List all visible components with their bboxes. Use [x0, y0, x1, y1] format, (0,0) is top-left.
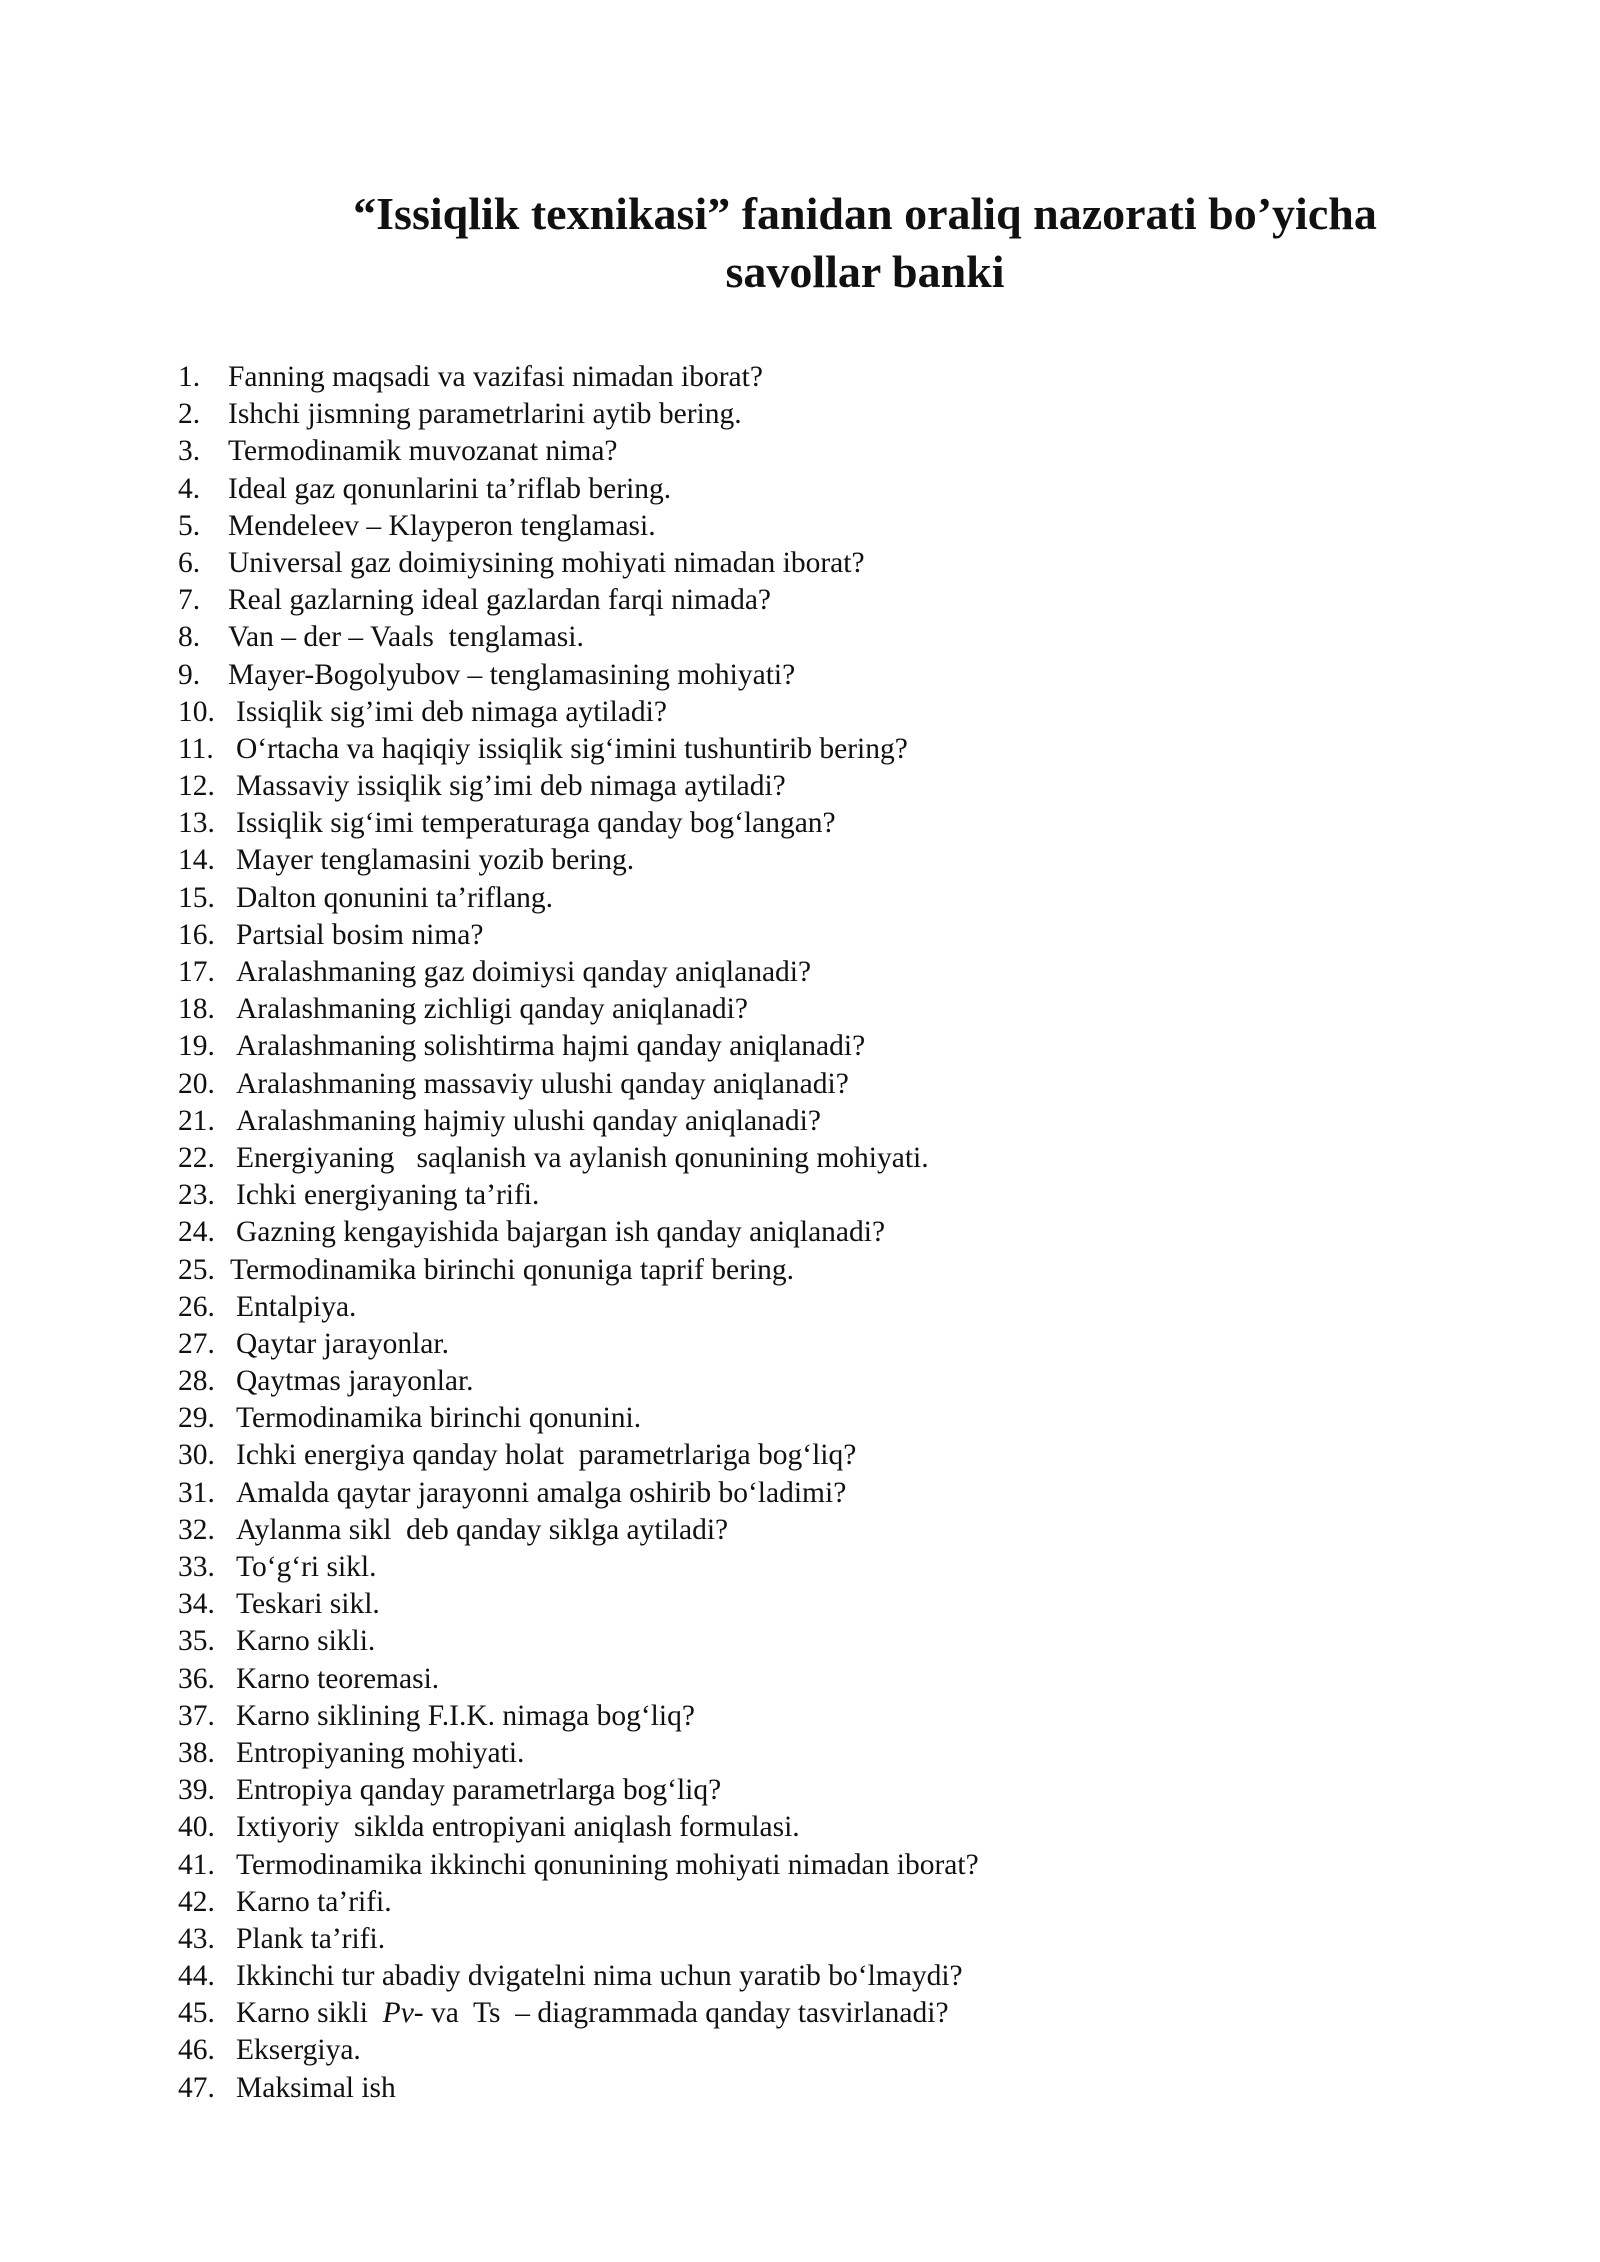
question-text: Aylanma sikl deb qanday siklga aytiladi?: [236, 1513, 729, 1546]
question-number: 27.: [178, 1327, 215, 1360]
question-number: 32.: [178, 1513, 215, 1546]
list-item: [178, 1028, 1478, 1065]
question-number: 9.: [178, 658, 201, 691]
list-item: [178, 1252, 1478, 1289]
question-text: Van – der – Vaals tenglamasi.: [228, 621, 584, 654]
question-text: Termodinamika birinchi qonunini.: [236, 1402, 642, 1435]
question-number: 20.: [178, 1067, 215, 1100]
list-item: [178, 1512, 1478, 1549]
question-text: Gazning kengayishida bajargan ish qanday aniqlanadi?: [236, 1216, 886, 1249]
list-item: [178, 1623, 1478, 1660]
question-text: Massaviy issiqlik sig’imi deb nimaga aytiladi?: [236, 770, 786, 803]
question-text: Partsial bosim nima?: [236, 918, 484, 951]
question-number: 44.: [178, 1960, 215, 1993]
question-text: Entalpiya.: [236, 1290, 357, 1323]
question-number: 19.: [178, 1030, 215, 1063]
question-number: 3.: [178, 435, 201, 468]
question-text: Fanning maqsadi va vazifasi nimadan iborat?: [228, 361, 763, 393]
question-number: 28.: [178, 1365, 215, 1398]
question-text: Karno teoremasi.: [236, 1662, 440, 1695]
list-item: [178, 1326, 1478, 1363]
question-number: 39.: [178, 1774, 215, 1807]
list-item: [178, 359, 1478, 396]
list-item: [178, 694, 1478, 731]
question-text: Termodinamik muvozanat nima?: [228, 435, 618, 468]
question-text: Issiqlik sig‘imi temperaturaga qanday bog‘langan?: [236, 807, 836, 840]
question-text: Maksimal ish: [236, 2071, 396, 2104]
title-line-2: savollar banki: [725, 246, 1005, 297]
list-item: [178, 1437, 1478, 1474]
question-number: 36.: [178, 1662, 215, 1695]
question-number: 18.: [178, 993, 215, 1026]
question-number: 17.: [178, 956, 215, 988]
list-item: [178, 991, 1478, 1028]
question-number: 12.: [178, 770, 215, 803]
question-text: Aralashmaning zichligi qanday aniqlanadi?: [236, 993, 748, 1026]
question-number: 11.: [178, 732, 214, 765]
question-text: Aralashmaning solishtirma hajmi qanday aniqlanadi?: [236, 1030, 866, 1063]
question-text: Mayer-Bogolyubov – tenglamasining mohiyati?: [228, 658, 796, 691]
question-number: 37.: [178, 1699, 215, 1732]
question-text: Amalda qaytar jarayonni amalga oshirib bo‘ladimi?: [236, 1476, 847, 1509]
list-item: [178, 619, 1478, 656]
question-number: 13.: [178, 807, 215, 840]
question-text: Termodinamika birinchi qonuniga taprif bering.: [230, 1253, 795, 1286]
question-number: 38.: [178, 1736, 215, 1769]
list-item: [178, 508, 1478, 545]
list-item: [178, 582, 1478, 619]
list-item: [178, 1214, 1478, 1251]
question-text: Mayer tenglamasini yozib bering.: [236, 844, 635, 877]
question-text: Ichki energiya qanday holat parametrlariga bog‘liq?: [236, 1439, 857, 1472]
list-item: [178, 1995, 1478, 2032]
question-number: 2.: [178, 398, 201, 431]
list-item: [178, 805, 1478, 842]
question-number: 31.: [178, 1476, 215, 1509]
list-item: [178, 1921, 1478, 1958]
question-text-part: Karno sikli: [236, 1997, 383, 2030]
question-number: 1.: [178, 361, 201, 393]
question-number: 41.: [178, 1848, 215, 1881]
question-text: Karno siklining F.I.K. nimaga bog‘liq?: [236, 1699, 695, 1732]
question-text: Qaytmas jarayonlar.: [236, 1365, 474, 1398]
question-text: Qaytar jarayonlar.: [236, 1327, 449, 1360]
question-number: 5.: [178, 509, 201, 542]
question-text: Entropiyaning mohiyati.: [236, 1736, 525, 1769]
question-text: Ishchi jismning parametrlarini aytib bering.: [228, 398, 742, 431]
question-number: 33.: [178, 1551, 215, 1583]
list-item: [178, 1177, 1478, 1214]
question-number: 35.: [178, 1625, 215, 1658]
question-number: 29.: [178, 1402, 215, 1435]
question-text: Karno sikli.: [236, 1625, 376, 1658]
question-number: 10.: [178, 695, 215, 728]
question-text: Entropiya qanday parametrlarga bog‘liq?: [236, 1774, 722, 1807]
list-item: [178, 954, 1478, 991]
list-item: [178, 1586, 1478, 1623]
question-number: 6.: [178, 546, 201, 579]
list-item: [178, 396, 1478, 433]
question-number: 21.: [178, 1104, 215, 1137]
question-text: Issiqlik sig’imi deb nimaga aytiladi?: [236, 695, 667, 728]
question-number: 30.: [178, 1439, 215, 1472]
question-number: 7.: [178, 584, 201, 617]
question-text: Ichki energiyaning ta’rifi.: [236, 1179, 540, 1212]
pv-label: Pv: [382, 1997, 414, 2030]
list-item: [178, 1289, 1478, 1326]
list-item: [178, 1103, 1478, 1140]
question-number: 25.: [178, 1253, 215, 1286]
list-item: [178, 731, 1478, 768]
question-number: 8.: [178, 621, 201, 654]
question-text: Karno ta’rifi.: [236, 1885, 392, 1918]
list-item: [178, 842, 1478, 879]
question-number: 43.: [178, 1922, 215, 1955]
title-line-1: “Issiqlik texnikasi” fanidan oraliq nazorati bo’yicha: [353, 188, 1377, 239]
list-item: [178, 545, 1478, 582]
question-number: 40.: [178, 1811, 215, 1844]
question-number: 24.: [178, 1216, 215, 1249]
question-text: Eksergiya.: [236, 2034, 361, 2067]
question-text-part: - va Ts – diagrammada qanday tasvirlanadi?: [413, 1997, 949, 2030]
list-item: [178, 1475, 1478, 1512]
list-item: [178, 1363, 1478, 1400]
question-text: Ideal gaz qonunlarini ta’riflab bering.: [228, 472, 672, 505]
question-number: 16.: [178, 918, 215, 951]
list-item: [178, 1735, 1478, 1772]
list-item: [178, 1958, 1478, 1995]
list-item: [178, 2032, 1478, 2069]
question-text: Energiyaning saqlanish va aylanish qonunining mohiyati.: [236, 1141, 929, 1174]
list-item: [178, 1400, 1478, 1437]
list-item: [178, 917, 1478, 954]
question-number: 14.: [178, 844, 215, 877]
question-number: 23.: [178, 1179, 215, 1212]
list-item: [178, 1809, 1478, 1846]
list-item: [178, 471, 1478, 508]
question-text: Plank ta’rifi.: [236, 1922, 386, 1955]
question-number: 34.: [178, 1588, 215, 1621]
question-number: 4.: [178, 472, 201, 505]
question-text: Ixtiyoriy siklda entropiyani aniqlash formulasi.: [236, 1811, 800, 1844]
question-text: Mendeleev – Klayperon tenglamasi.: [228, 509, 656, 542]
list-item: [178, 657, 1478, 694]
list-item: [178, 880, 1478, 917]
list-item: [178, 768, 1478, 805]
page-title: [300, 185, 1430, 301]
list-item: [178, 1140, 1478, 1177]
question-text: Teskari sikl.: [236, 1588, 380, 1621]
question-text: Universal gaz doimiysining mohiyati nimadan iborat?: [228, 546, 865, 579]
list-item: [178, 1772, 1478, 1809]
question-text: Dalton qonunini ta’riflang.: [236, 881, 554, 914]
list-item: [178, 2070, 1478, 2107]
question-number: 22.: [178, 1141, 215, 1174]
list-item: [178, 1884, 1478, 1921]
list-item: [178, 1847, 1478, 1884]
question-text: Aralashmaning hajmiy ulushi qanday aniqlanadi?: [236, 1104, 821, 1137]
question-text: O‘rtacha va haqiqiy issiqlik sig‘imini tushuntirib bering?: [236, 732, 908, 765]
question-text: Aralashmaning massaviy ulushi qanday aniqlanadi?: [236, 1067, 849, 1100]
question-number: 46.: [178, 2034, 215, 2067]
list-item: [178, 1698, 1478, 1735]
question-text: Aralashmaning gaz doimiysi qanday aniqlanadi?: [236, 956, 812, 988]
question-number: 26.: [178, 1290, 215, 1323]
list-item: [178, 1661, 1478, 1698]
list-item: [178, 433, 1478, 470]
question-number: 45.: [178, 1997, 215, 2030]
question-text: Ikkinchi tur abadiy dvigatelni nima uchun yaratib bo‘lmaydi?: [236, 1960, 963, 1993]
question-list: [178, 359, 1478, 2107]
question-number: 15.: [178, 881, 215, 914]
question-text: Real gazlarning ideal gazlardan farqi nimada?: [228, 584, 772, 617]
question-number: 42.: [178, 1885, 215, 1918]
list-item: [178, 1549, 1478, 1586]
question-text: To‘g‘ri sikl.: [236, 1551, 377, 1583]
question-text: Termodinamika ikkinchi qonunining mohiyati nimadan iborat?: [236, 1848, 979, 1881]
list-item: [178, 1066, 1478, 1103]
question-number: 47.: [178, 2071, 215, 2104]
